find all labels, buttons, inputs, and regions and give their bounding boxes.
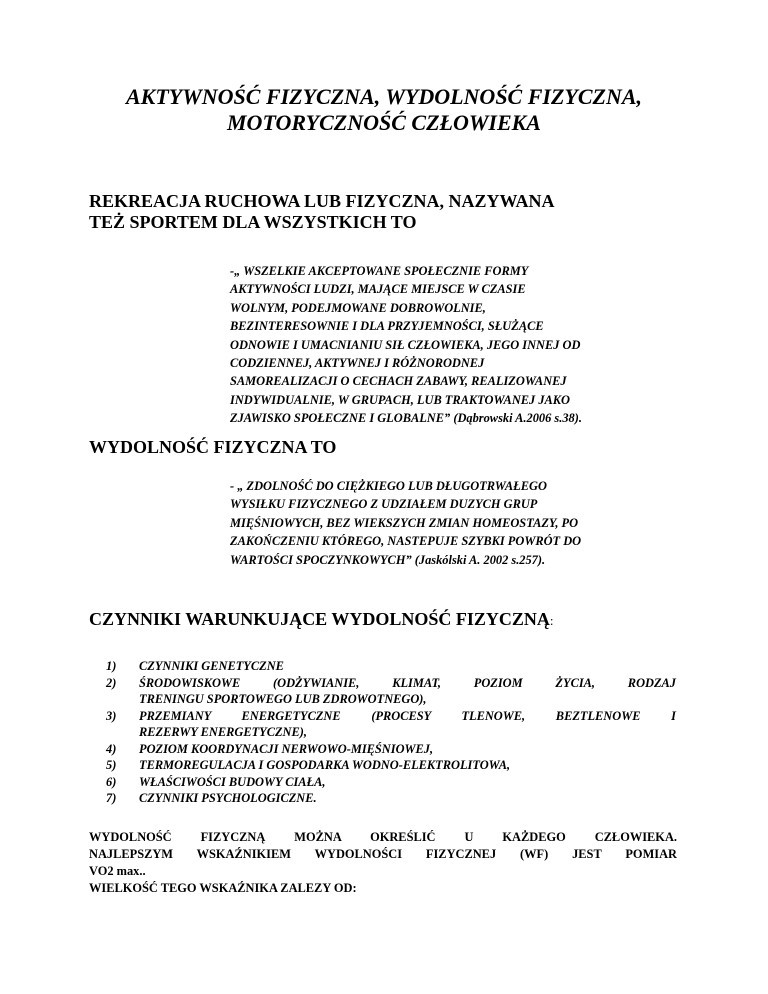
- quote-line: ODNOWIE I UMACNIANIU SIŁ CZŁOWIEKA, JEGO INNEJ OD: [230, 337, 581, 352]
- heading-line: TEŻ SPORTEM DLA WSZYSTKICH TO: [89, 212, 417, 232]
- section-heading-wydolnosc: [89, 437, 336, 458]
- list-item-text: POZIOM KOORDYNACJI NERWOWO-MIĘŚNIOWEJ,: [139, 741, 434, 756]
- title-line: AKTYWNOŚĆ FIZYCZNA, WYDOLNOŚĆ FIZYCZNA,: [125, 84, 643, 109]
- list-item-text: CZYNNIKI GENETYCZNE: [139, 659, 284, 673]
- quote-line: WYSIŁKU FIZYCZNEGO Z UDZIAŁEM DUZYCH GRUP: [230, 497, 538, 512]
- citation: (Jaskólski A. 2002 s.257).: [414, 552, 546, 567]
- list-item-text: CZYNNIKI PSYCHOLOGICZNE.: [139, 791, 317, 805]
- title-line: MOTORYCZNOŚĆ CZŁOWIEKA: [227, 110, 541, 135]
- list-item-text: ŚRODOWISKOWE (ODŻYWIANIE, KLIMAT, POZIOM ŻYCIA, RODZAJ: [139, 675, 676, 690]
- quote-line: WOLNYM, PODEJMOWANE DOBROWOLNIE,: [230, 300, 486, 315]
- list-item-text: TERMOREGULACJA I GOSPODARKA WODNO-ELEKTROLITOWA,: [139, 758, 511, 772]
- list-number: 5): [106, 758, 117, 772]
- paragraph-line: WIELKOŚĆ TEGO WSKAŹNIKA ZALEZY OD:: [89, 881, 357, 895]
- list-number: 4): [106, 741, 117, 756]
- list-item-text: WŁAŚCIWOŚCI BUDOWY CIAŁA,: [139, 774, 326, 789]
- factors-list: [106, 658, 676, 807]
- paragraph-line: NAJLEPSZYM WSKAŹNIKIEM WYDOLNOŚCI FIZYCZNEJ (WF) JEST POMIAR: [89, 847, 677, 861]
- quote-line: INDYWIDUALNIE, W GRUPACH, LUB TRAKTOWANEJ JAKO: [230, 392, 570, 407]
- list-item-text: REZERWY ENERGETYCZNE),: [139, 725, 307, 739]
- heading-line: REKREACJA RUCHOWA LUB FIZYCZNA, NAZYWANA: [89, 191, 555, 211]
- list-item-text: TRENINGU SPORTOWEGO LUB ZDROWOTNEGO),: [139, 692, 427, 706]
- definition-quote-rekreacja: [230, 262, 582, 428]
- list-item: [106, 790, 676, 807]
- quote-line: SAMOREALIZACJI O CECHACH ZABAWY, REALIZOWANEJ: [230, 374, 567, 389]
- heading-line: [89, 609, 554, 631]
- quote-line: MIĘŚNIOWYCH, BEZ WIEKSZYCH ZMIAN HOMEOSTAZY, PO: [230, 515, 579, 530]
- quote-line: WARTOŚCI SPOCZYNKOWYCH”: [230, 552, 412, 567]
- paragraph-line: VO2 max..: [89, 864, 146, 878]
- citation: (Dąbrowski A.2006 s.38).: [453, 411, 582, 426]
- section-heading-czynniki: [89, 609, 554, 631]
- quote-line: ZAKOŃCZENIU KTÓREGO, NASTEPUJE SZYBKI POWRÓT DO: [230, 534, 582, 549]
- list-item: [106, 741, 676, 758]
- heading-line: WYDOLNOŚĆ FIZYCZNA TO: [89, 437, 337, 457]
- quote-line: AKTYWNOŚCI LUDZI, MAJĄCE MIEJSCE W CZASIE: [230, 282, 526, 297]
- list-number: 3): [106, 708, 117, 723]
- list-item: [106, 774, 676, 791]
- list-number: 2): [106, 675, 117, 690]
- quote-last-line: [230, 551, 581, 569]
- list-item: [106, 658, 676, 675]
- definition-quote-wydolnosc: [230, 477, 581, 569]
- quote-line: BEZINTERESOWNIE I DLA PRZYJEMNOŚCI, SŁUŻĄCE: [230, 319, 544, 334]
- list-item: [106, 757, 676, 774]
- heading-colon: :: [549, 613, 554, 628]
- heading-text: CZYNNIKI WARUNKUJĄCE WYDOLNOŚĆ FIZYCZNĄ: [89, 609, 550, 629]
- list-item: [106, 675, 676, 708]
- quote-line: CODZIENNEJ, AKTYWNEJ I RÓŻNORODNEJ: [230, 356, 485, 371]
- list-number: 6): [106, 774, 117, 789]
- quote-line: - „ ZDOLNOŚĆ DO CIĘŻKIEGO LUB DŁUGOTRWAŁEGO: [230, 479, 547, 493]
- closing-paragraph: [89, 829, 677, 897]
- paragraph-line: WYDOLNOŚĆ FIZYCZNĄ MOŻNA OKREŚLIĆ U KAŻDEGO CZŁOWIEKA.: [89, 830, 677, 844]
- list-number: 7): [106, 791, 117, 805]
- quote-line: ZJAWISKO SPOŁECZNE I GLOBALNE”: [230, 411, 451, 426]
- quote-line: -„ WSZELKIE AKCEPTOWANE SPOŁECZNIE FORMY: [230, 264, 529, 278]
- quote-last-line: [230, 409, 582, 427]
- document-title: [60, 84, 708, 136]
- section-heading-rekreacja: [89, 191, 555, 233]
- list-item: [106, 708, 676, 741]
- list-number: 1): [106, 659, 117, 673]
- list-item-text: PRZEMIANY ENERGETYCZNE (PROCESY TLENOWE, BEZTLENOWE I: [139, 708, 676, 723]
